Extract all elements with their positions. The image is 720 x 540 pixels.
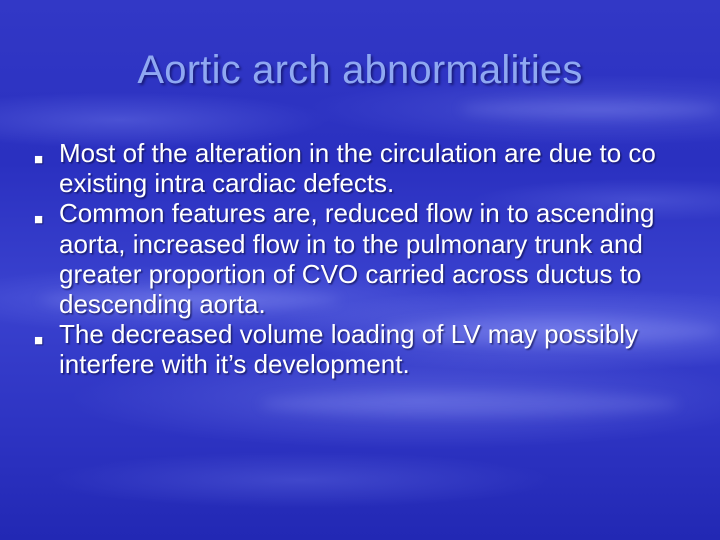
- bullet-item: [34, 138, 674, 198]
- slide-title: Aortic arch abnormalities: [137, 48, 583, 92]
- bullet-text: Common features are, reduced flow in to ascending aorta, increased flow in to the pulmonary trunk and greater proportion of CVO carried across ductus to descending aorta.: [59, 198, 655, 320]
- background-streak: [460, 100, 720, 118]
- square-bullet-icon: ■: [34, 332, 44, 350]
- square-bullet-icon: ■: [34, 211, 44, 229]
- bullet-text: Most of the alteration in the circulation are due to co existing intra cardiac defects.: [59, 138, 656, 199]
- background-streak: [260, 392, 680, 416]
- bullet-item: [34, 319, 674, 379]
- square-bullet-icon: ■: [34, 151, 44, 168]
- bullet-text: The decreased volume loading of LV may possibly interfere with it’s development.: [59, 319, 639, 380]
- bullet-list: [34, 138, 674, 380]
- bullet-item: [34, 198, 674, 319]
